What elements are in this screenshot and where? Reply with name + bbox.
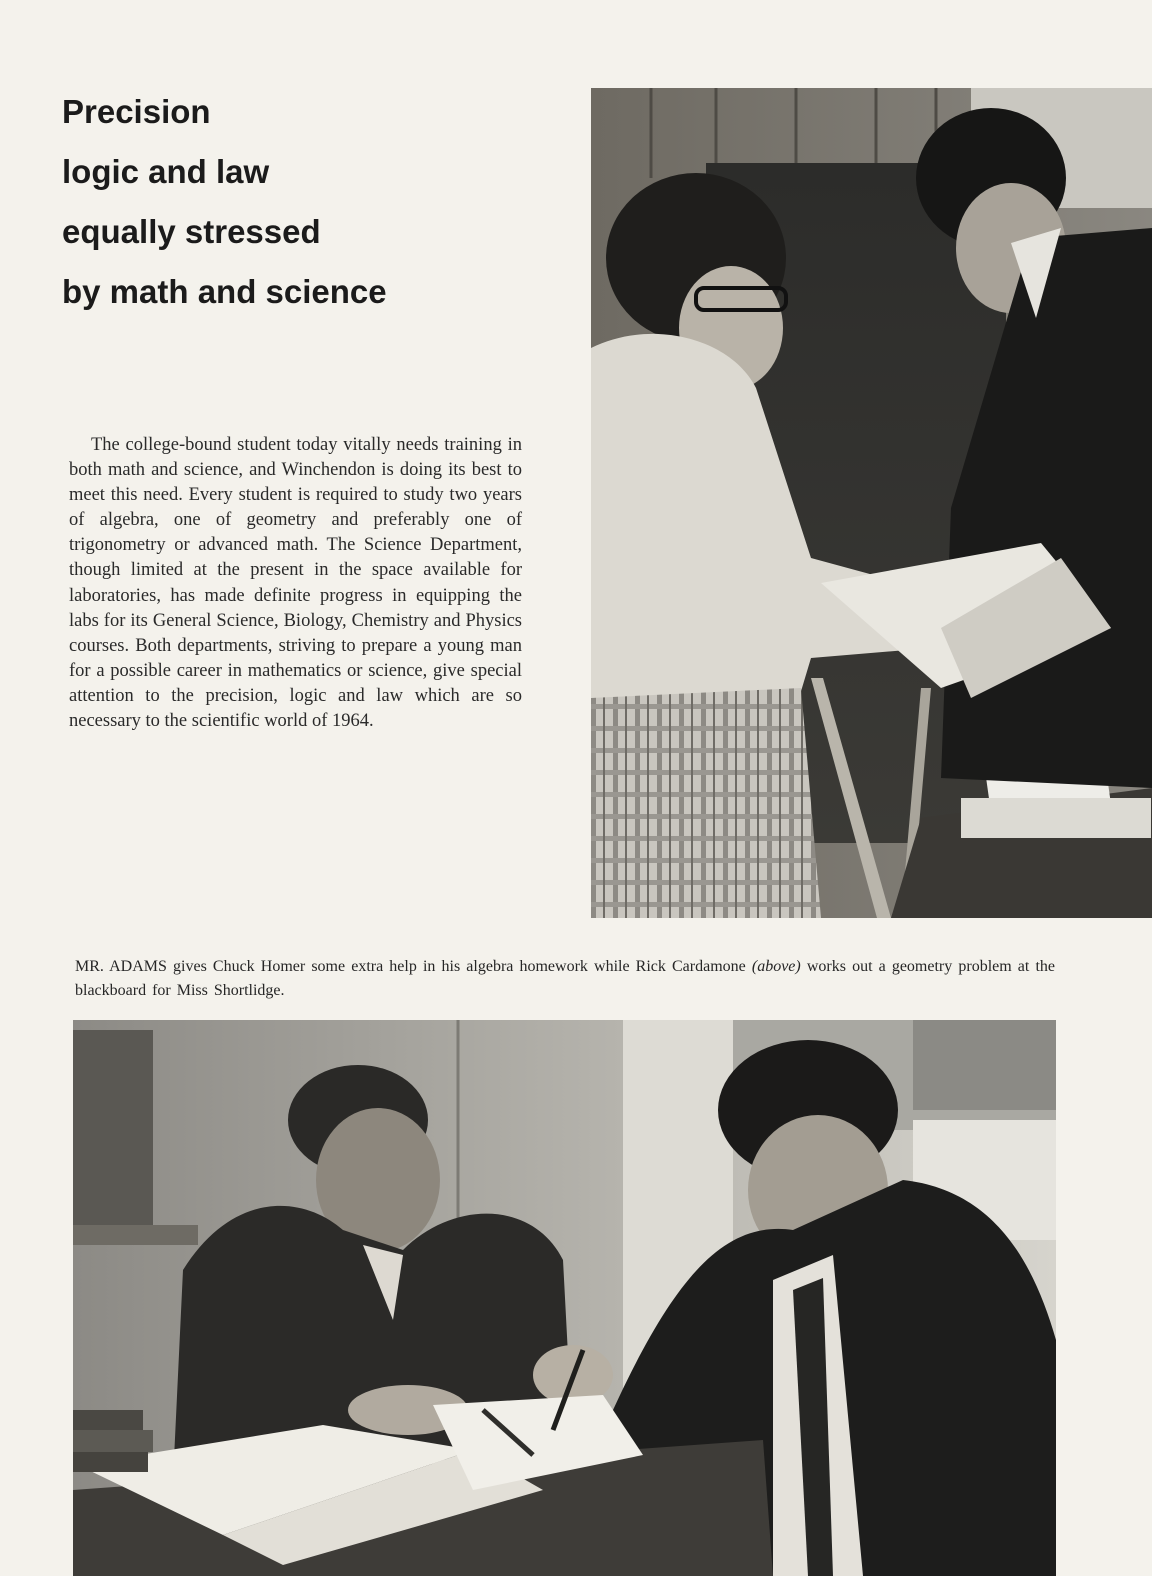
photo-homework-help-image — [73, 1020, 1056, 1576]
headline-line-1: Precision — [62, 93, 211, 130]
caption-italic: (above) — [751, 958, 801, 975]
headline-line-2: logic and law — [62, 153, 270, 190]
photo-homework-help — [73, 1020, 1056, 1576]
headline-line-3: equally stressed — [62, 213, 321, 250]
body-paragraph: The college-bound student today vitally needs training in both math and science, and Winchendon is doing its best to meet this need. Every student is required to study two years of algebra, one of geometry and preferably one of trigonometry or advanced math. The Science Department, though limited at the present in the space available for laboratories, has made definite progress in equipping the labs for its General Science, Biology, Chemistry and Physics courses. Both departments, striving to prepare a young man for a possible career in mathematics or science, give special attention to the precision, logic and law which are so necessary to the scientific world of 1964. — [69, 435, 522, 732]
caption-text-1: MR. ADAMS gives Chuck Homer some extra help in his algebra homework while Rick Cardamone — [75, 958, 752, 975]
photo-blackboard — [591, 88, 1152, 918]
photo-blackboard-image — [591, 88, 1152, 918]
photo-caption — [75, 955, 1055, 1003]
caption-text-2: works out a geometry problem at the blackboard for Miss Shortlidge. — [75, 958, 1055, 999]
headline — [62, 82, 542, 322]
headline-line-4: by math and science — [62, 273, 387, 310]
